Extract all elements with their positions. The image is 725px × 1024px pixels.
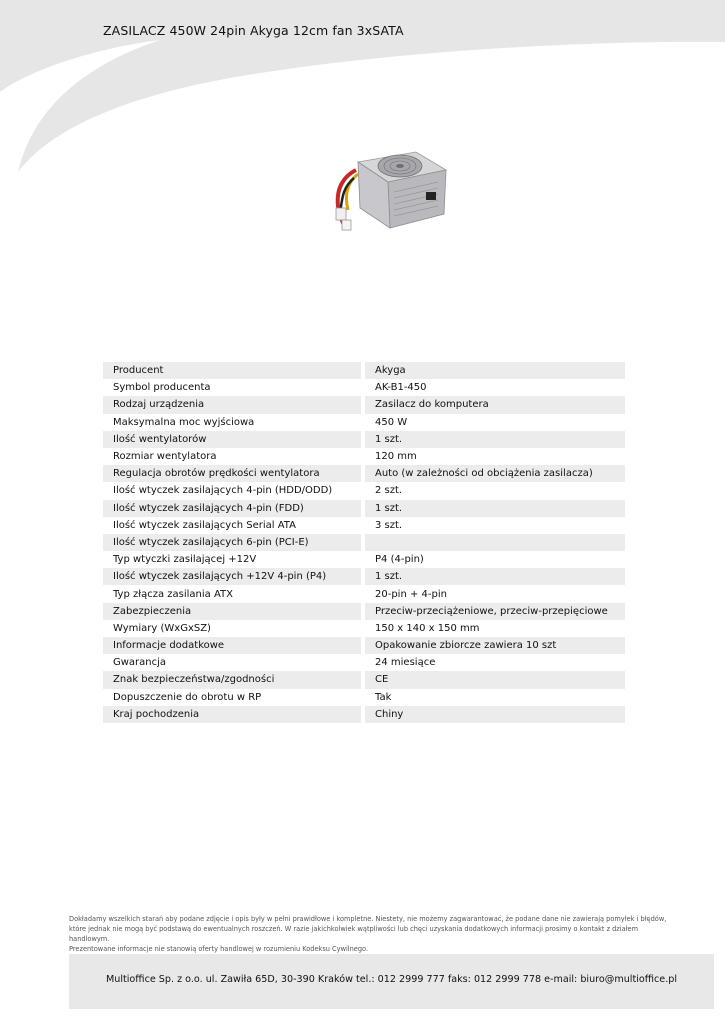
spec-label: Ilość wtyczek zasilających 4-pin (HDD/ODD) <box>103 482 361 499</box>
spec-value: 1 szt. <box>365 568 625 585</box>
spec-value: 24 miesiące <box>365 654 625 671</box>
spec-row <box>103 465 625 482</box>
spec-value: 120 mm <box>365 448 625 465</box>
spec-value: Akyga <box>365 362 625 379</box>
spec-label: Znak bezpieczeństwa/zgodności <box>103 671 361 688</box>
spec-value: 20-pin + 4-pin <box>365 585 625 602</box>
spec-label: Rozmiar wentylatora <box>103 448 361 465</box>
footer-bar <box>69 954 714 1009</box>
spec-row <box>103 568 625 585</box>
spec-value: Auto (w zależności od obciążenia zasilacza) <box>365 465 625 482</box>
disclaimer-line: Prezentowane informacje nie stanowią oferty handlowej w rozumieniu Kodeksu Cywilnego. <box>69 945 369 953</box>
spec-label: Ilość wentylatorów <box>103 431 361 448</box>
spec-row <box>103 689 625 706</box>
spec-row <box>103 603 625 620</box>
spec-value: Zasilacz do komputera <box>365 396 625 413</box>
spec-label: Gwarancja <box>103 654 361 671</box>
spec-label: Dopuszczenie do obrotu w RP <box>103 689 361 706</box>
disclaimer-text <box>69 914 679 954</box>
spec-value: Chiny <box>365 706 625 723</box>
spec-value: 2 szt. <box>365 482 625 499</box>
spec-row <box>103 500 625 517</box>
spec-label: Informacje dodatkowe <box>103 637 361 654</box>
spec-label: Ilość wtyczek zasilających 6-pin (PCI-E) <box>103 534 361 551</box>
power-supply-unit-icon <box>328 148 450 234</box>
spec-label: Ilość wtyczek zasilających +12V 4-pin (P4) <box>103 568 361 585</box>
spec-row <box>103 534 625 551</box>
spec-row <box>103 448 625 465</box>
spec-row <box>103 551 625 568</box>
spec-value: 1 szt. <box>365 431 625 448</box>
spec-label: Regulacja obrotów prędkości wentylatora <box>103 465 361 482</box>
spec-row <box>103 706 625 723</box>
spec-row <box>103 396 625 413</box>
spec-value: 1 szt. <box>365 500 625 517</box>
spec-label: Rodzaj urządzenia <box>103 396 361 413</box>
spec-row <box>103 379 625 396</box>
spec-value: Opakowanie zbiorcze zawiera 10 szt <box>365 637 625 654</box>
spec-label: Ilość wtyczek zasilających 4-pin (FDD) <box>103 500 361 517</box>
spec-value: P4 (4-pin) <box>365 551 625 568</box>
spec-label: Maksymalna moc wyjściowa <box>103 414 361 431</box>
spec-value: 3 szt. <box>365 517 625 534</box>
spec-value <box>365 534 625 551</box>
footer-contact-info: Multioffice Sp. z o.o. ul. Zawiła 65D, 30-390 Kraków tel.: 012 2999 777 faks: 012 2999 778 e-mail: biuro@multioffice.pl <box>105 974 678 985</box>
spec-label: Symbol producenta <box>103 379 361 396</box>
spec-label: Zabezpieczenia <box>103 603 361 620</box>
spec-row <box>103 671 625 688</box>
spec-row <box>103 654 625 671</box>
spec-value: Przeciw-przeciążeniowe, przeciw-przepięciowe <box>365 603 625 620</box>
specification-table <box>103 362 625 723</box>
disclaimer-line: Dokładamy wszelkich starań aby podane zdjęcie i opis były w pełni prawidłowe i kompletne. Niestety, nie możemy zagwarantować, że podane dane nie zawierają pomyłek i błędów, <box>69 915 667 923</box>
spec-value: CE <box>365 671 625 688</box>
spec-value: 150 x 140 x 150 mm <box>365 620 625 637</box>
spec-row <box>103 620 625 637</box>
spec-label: Producent <box>103 362 361 379</box>
spec-row <box>103 414 625 431</box>
spec-value: Tak <box>365 689 625 706</box>
spec-row <box>103 637 625 654</box>
spec-row <box>103 482 625 499</box>
spec-label: Typ złącza zasilania ATX <box>103 585 361 602</box>
disclaimer-line: które jednak nie mogą być podstawą do ewentualnych roszczeń. W razie jakichkolwiek wątpliwości lub chęci uzyskania dodatkowych informacji prosimy o kontakt z działem handlowym. <box>69 925 638 943</box>
spec-value: 450 W <box>365 414 625 431</box>
spec-label: Wymiary (WxGxSZ) <box>103 620 361 637</box>
spec-row <box>103 585 625 602</box>
spec-row <box>103 431 625 448</box>
page-title: ZASILACZ 450W 24pin Akyga 12cm fan 3xSATA <box>103 23 404 38</box>
spec-label: Ilość wtyczek zasilających Serial ATA <box>103 517 361 534</box>
spec-label: Kraj pochodzenia <box>103 706 361 723</box>
spec-label: Typ wtyczki zasilającej +12V <box>103 551 361 568</box>
spec-row <box>103 362 625 379</box>
spec-value: AK-B1-450 <box>365 379 625 396</box>
spec-row <box>103 517 625 534</box>
